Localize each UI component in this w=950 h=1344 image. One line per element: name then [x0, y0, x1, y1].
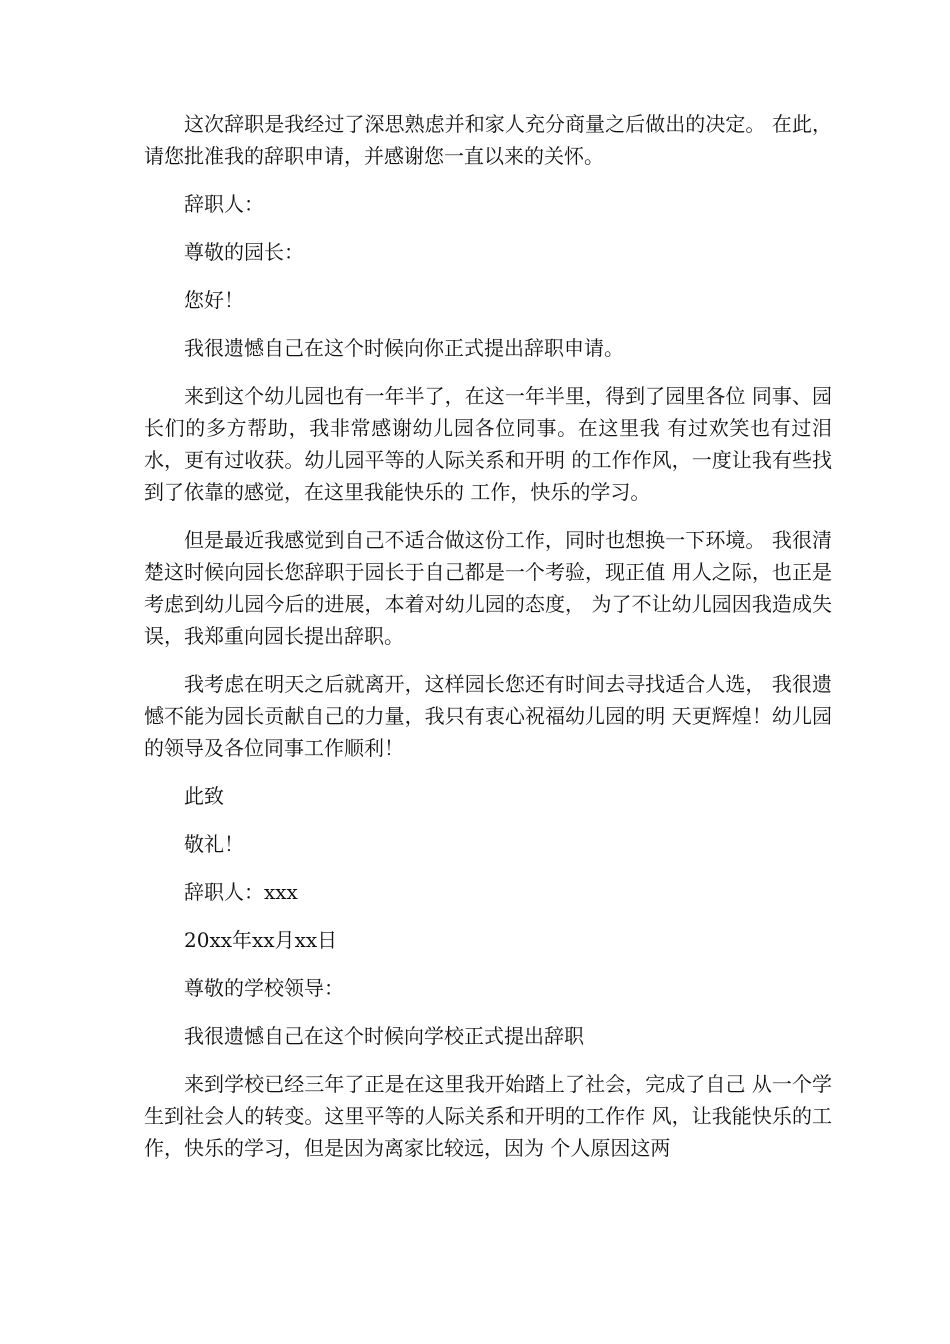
- paragraph-date: 20xx年xx月xx日: [184, 928, 338, 952]
- paragraph-signature: 辞职人：xxx: [184, 880, 298, 904]
- spacer: [144, 1052, 832, 1068]
- paragraph-regret: 我很遗憾自己在这个时候向你正式提出辞职申请。: [184, 336, 624, 360]
- spacer: [144, 172, 832, 188]
- paragraph-school-regret: 我很遗憾自己在这个时候向学校正式提出辞职: [184, 1024, 584, 1048]
- spacer: [144, 956, 832, 972]
- paragraph-closing-2: 敬礼！: [184, 832, 244, 856]
- paragraph-decision: 这次辞职是我经过了深思熟虑并和家人充分商量之后做出的决定。 在此，请您批准我的辞职申请，并感谢您一直以来的关怀。: [144, 112, 832, 168]
- paragraph-resigner-label: 辞职人：: [184, 192, 264, 216]
- spacer: [144, 764, 832, 780]
- paragraph-closing-1: 此致: [184, 784, 224, 808]
- paragraph-departure: 我考虑在明天之后就离开，这样园长您还有时间去寻找适合人选， 我很遗憾不能为园长贡献自己的力量，我只有衷心祝福幼儿园的明 天更辉煌！幼儿园的领导及各位同事工作顺利！: [144, 672, 832, 760]
- spacer: [144, 908, 832, 924]
- spacer: [144, 860, 832, 876]
- paragraph-salutation-director: 尊敬的园长：: [184, 240, 304, 264]
- spacer: [144, 508, 832, 524]
- spacer: [144, 652, 832, 668]
- paragraph-reason: 但是最近我感觉到自己不适合做这份工作，同时也想换一下环境。 我很清楚这时候向园长您辞职于园长于自己都是一个考验，现正值 用人之际，也正是考虑到幼儿园今后的进展，本着对幼儿园的态度， 为了不让幼儿园因我造成失误，我郑重向园长提出辞职。: [144, 528, 832, 648]
- spacer: [144, 268, 832, 284]
- spacer: [144, 1004, 832, 1020]
- paragraph-school-experience: 来到学校已经三年了正是在这里我开始踏上了社会，完成了自己 从一个学生到社会人的转变。这里平等的人际关系和开明的工作作 风，让我能快乐的工作，快乐的学习，但是因为离家比较远，因为 个人原因这两: [144, 1072, 832, 1160]
- spacer: [144, 812, 832, 828]
- spacer: [144, 316, 832, 332]
- paragraph-salutation-school: 尊敬的学校领导：: [184, 976, 344, 1000]
- paragraph-kindergarten-experience: 来到这个幼儿园也有一年半了，在这一年半里，得到了园里各位 同事、园长们的多方帮助，我非常感谢幼儿园各位同事。在这里我 有过欢笑也有过泪水，更有过收获。幼儿园平等的人际关系和开明 的工作作风，一度让我有些找到了依靠的感觉，在这里我能快乐的 工作，快乐的学习。: [144, 384, 832, 504]
- paragraph-greeting: 您好！: [184, 288, 244, 312]
- document-body: [144, 108, 832, 1164]
- spacer: [144, 364, 832, 380]
- spacer: [144, 220, 832, 236]
